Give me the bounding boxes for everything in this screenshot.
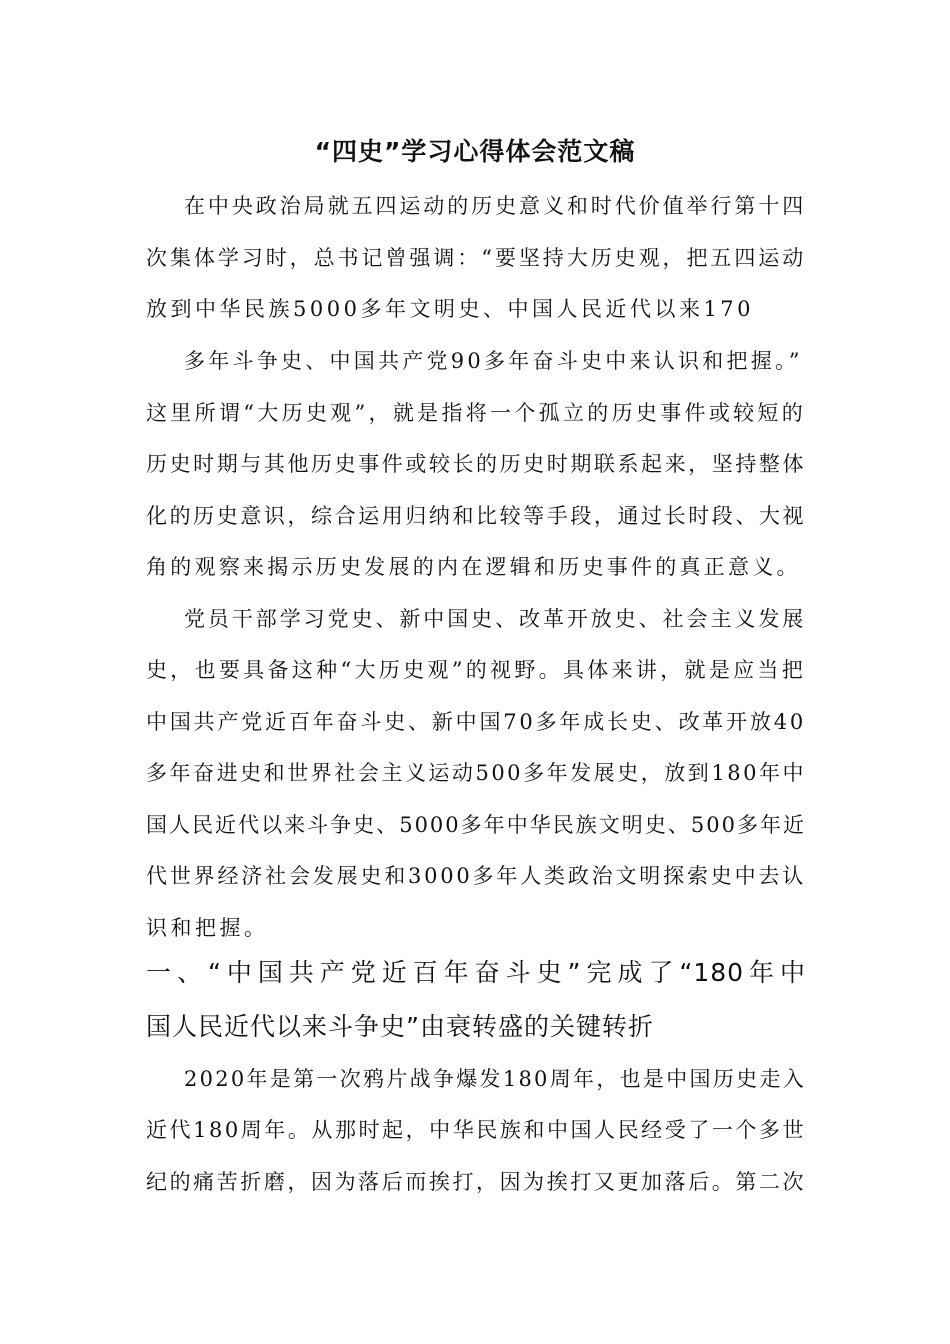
paragraph-line: 这里所谓“大历史观”，就是指将一个孤立的历史事件或较短的 [146,401,806,425]
paragraph-line: 多年斗争史、中国共产党90多年奋斗史中来认识和把握。” [184,349,803,373]
paragraph-line: 史，也要具备这种“大历史观”的视野。具体来讲，就是应当把 [146,658,806,682]
document-title: “四史”学习心得体会范文稿 [314,137,636,166]
paragraph-line: 纪的痛苦折磨，因为落后而挨打，因为挨打又更加落后。第二次 [146,1170,806,1194]
section-heading: 国人民近代以来斗争史”由衰转盛的关键转折 [146,1012,654,1041]
paragraph-line: 历史时期与其他历史事件或较长的历史时期联系起来，坚持整体 [146,452,806,476]
paragraph-line: 中国共产党近百年奋斗史、新中国70多年成长史、改革开放40 [146,710,806,734]
paragraph-line: 2020年是第一次鸦片战争爆发180周年，也是中国历史走入 [184,1067,806,1091]
paragraph-line: 代世界经济社会发展史和3000多年人类政治文明探索史中去认 [146,864,806,888]
section-heading: 一、“中国共产党近百年奋斗史”完成了“180年中 [146,958,806,987]
paragraph-line: 化的历史意识，综合运用归纳和比较等手段，通过长时段、大视 [146,504,806,528]
paragraph-line: 国人民近代以来斗争史、5000多年中华民族文明史、500多年近 [146,813,806,837]
paragraph-line: 角的观察来揭示历史发展的内在逻辑和历史事件的真正意义。 [146,555,801,579]
paragraph-line: 党员干部学习党史、新中国史、改革开放史、社会主义发展 [184,607,806,631]
paragraph-line: 次集体学习时，总书记曾强调：“要坚持大历史观，把五四运动 [146,246,806,270]
paragraph-line: 识和把握。 [146,916,269,940]
paragraph-line: 在中央政治局就五四运动的历史意义和时代价值举行第十四 [184,194,806,218]
paragraph-line: 多年奋进史和世界社会主义运动500多年发展史，放到180年中 [146,761,806,785]
paragraph-line: 放到中华民族5000多年文明史、中国人民近代以来170 [146,297,755,321]
paragraph-line: 近代180周年。从那时起，中华民族和中国人民经受了一个多世 [146,1118,806,1142]
